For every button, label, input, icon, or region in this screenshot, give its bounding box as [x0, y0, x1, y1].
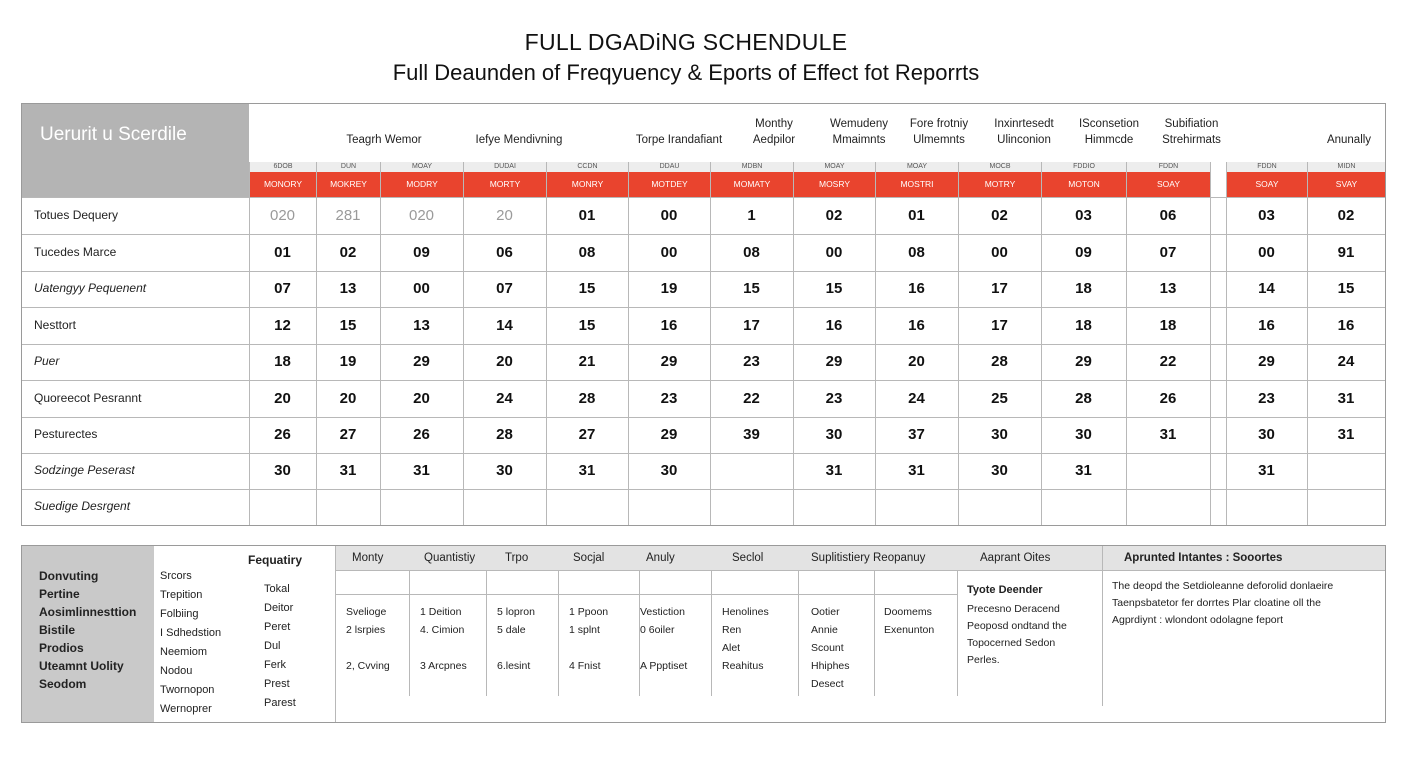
table-cell: 15: [825, 280, 843, 297]
table-cell: 07: [496, 280, 513, 297]
table-cell: 01: [578, 206, 596, 224]
table-cell: 31: [413, 462, 430, 479]
table-cell: 19: [660, 280, 678, 297]
schedule-column-labels: [249, 104, 1386, 162]
table-cell: 29: [825, 353, 843, 370]
table-cell: 01: [274, 243, 291, 261]
reference-cell: Vestiction 0 6oiler A Ppptiset: [640, 606, 688, 672]
table-cell: 17: [991, 316, 1008, 334]
table-cell: 26: [1159, 389, 1177, 407]
row-divider: [22, 307, 1385, 308]
table-cell: 02: [825, 206, 843, 224]
table-cell: 15: [1337, 280, 1355, 297]
reference-header: Anuly: [646, 552, 675, 564]
row-label: Sodzinge Peserast: [34, 463, 135, 477]
row-label: Totues Dequery: [34, 207, 119, 222]
reference-divider: [798, 571, 799, 696]
reference-header: Trpo: [505, 552, 529, 564]
table-cell: 39: [743, 426, 760, 443]
table-cell: 23: [743, 353, 760, 370]
reference-item: Neemiom: [160, 646, 208, 658]
table-cell: 17: [991, 280, 1008, 297]
table-cell: 00: [660, 243, 678, 261]
column-label: Iefye Mendivning: [475, 134, 563, 146]
table-cell: 31: [578, 462, 596, 479]
table-cell: 31: [908, 462, 925, 479]
reference-header: Quantistiy: [424, 552, 476, 564]
reference-header: Suplitistiery Reopanuy: [811, 552, 926, 564]
reference-header: Monty: [352, 552, 384, 564]
column-label: Monthy Aedpilor: [752, 118, 796, 146]
reference-item: Wernoprer: [160, 703, 212, 715]
table-cell: 020: [408, 206, 435, 224]
row-divider: [22, 417, 1385, 418]
table-cell: 18: [1075, 280, 1092, 297]
column-label: Torpe Irandafiant: [635, 134, 723, 146]
table-cell: 29: [1075, 353, 1092, 370]
table-cell: 16: [660, 316, 678, 334]
notes-text: The deopd the Setdioleanne deforolid donlaeire Taenpsbatetor fer dorrtes Plar cloatine oll the Agprdiynt : wlondont odolagne feport: [1112, 580, 1334, 626]
table-cell: 30: [660, 462, 678, 479]
table-cell: 18: [1075, 316, 1092, 334]
page-title: FULL DGADiNG SCHENDULE: [524, 29, 848, 55]
table-cell: 30: [496, 462, 513, 479]
table-cell: 16: [908, 280, 925, 297]
column-divider: [1210, 162, 1211, 525]
table-cell: 28: [1075, 389, 1092, 407]
table-cell: 08: [908, 243, 925, 261]
reference-divider: [711, 571, 712, 696]
table-cell: 29: [413, 353, 430, 370]
table-cell: 24: [908, 389, 925, 407]
period-band-cell: MOSTRI: [876, 172, 958, 197]
table-cell: 20: [413, 389, 430, 407]
table-cell: 30: [991, 462, 1008, 479]
table-cell: 16: [1337, 316, 1355, 334]
table-cell: 07: [1159, 243, 1177, 261]
column-code: 6DOB: [250, 162, 316, 172]
table-cell: 02: [339, 243, 357, 261]
row-label: Nesttort: [34, 317, 77, 332]
row-divider: [22, 271, 1385, 272]
period-band-cell: MOTDEY: [629, 172, 710, 197]
table-cell: 13: [1159, 280, 1177, 297]
table-cell: 08: [578, 243, 596, 261]
table-cell: 12: [274, 316, 291, 334]
frequency-item: Deitor: [264, 602, 294, 614]
table-cell: 23: [1258, 389, 1275, 407]
table-cell: 20: [496, 353, 513, 370]
table-cell: 16: [1258, 316, 1275, 334]
page-subtitle: Full Deaunden of Freqyuency & Eports of Effect fot Reporrts: [392, 60, 980, 85]
table-cell: 15: [339, 316, 357, 334]
reference-cell: Svelioge 2 lsrpies 2, Cvving: [346, 606, 390, 672]
table-cell: 30: [1075, 426, 1092, 443]
table-cell: 31: [1337, 426, 1355, 443]
reference-header: Aprunted Intantes : Sooortes: [1124, 552, 1283, 564]
table-cell: 22: [743, 389, 760, 407]
period-band-cell: MORTY: [464, 172, 546, 197]
table-cell: 14: [496, 316, 513, 334]
table-cell: 28: [496, 426, 513, 443]
table-cell: 31: [1258, 462, 1275, 479]
table-cell: 18: [274, 353, 291, 370]
table-cell: 27: [339, 426, 357, 443]
table-cell: 30: [825, 426, 843, 443]
row-divider: [22, 234, 1385, 235]
table-cell: 23: [825, 389, 843, 407]
frequency-item: Parest: [264, 697, 296, 709]
period-band-cell: SOAY: [1127, 172, 1210, 197]
table-cell: 07: [274, 280, 291, 297]
table-cell: 20: [908, 353, 925, 370]
column-code: FDDN: [1127, 162, 1210, 172]
column-code: DUDAI: [464, 162, 546, 172]
row-label: Uatengyy Pequenent: [34, 281, 147, 295]
table-cell: 06: [1159, 206, 1177, 224]
table-cell: 020: [269, 206, 296, 224]
table-cell: 22: [1159, 353, 1177, 370]
table-cell: 02: [1337, 206, 1355, 224]
table-cell: 19: [339, 353, 357, 370]
column-code: CCDN: [547, 162, 628, 172]
reference-table: [21, 545, 1386, 723]
reference-header: Aaprant Oites: [980, 552, 1051, 564]
table-cell: 29: [1258, 353, 1275, 370]
table-cell: 31: [339, 462, 357, 479]
reference-cell: 1 Ppoon 1 splnt 4 Fnist: [569, 606, 609, 672]
side-label: Seodom: [39, 677, 87, 691]
table-cell: 03: [1075, 206, 1092, 224]
table-cell: 29: [660, 353, 678, 370]
table-cell: 28: [991, 353, 1008, 370]
reference-item: Twornopon: [160, 684, 215, 696]
reference-cell: 5 lopron 5 dale 6.lesint: [497, 606, 535, 672]
reference-item: Folbiing: [160, 608, 199, 620]
reference-cell: Ootier Annie Scount Hhiphes Desect: [811, 606, 850, 690]
frequency-item: Tokal: [264, 583, 290, 595]
table-cell: 30: [991, 426, 1008, 443]
period-band-cell: MODRY: [381, 172, 463, 197]
table-cell: 23: [660, 389, 678, 407]
reference-divider: [874, 571, 875, 696]
column-label: Inxinrtesedt Ulinconion: [994, 118, 1054, 146]
table-cell: 00: [660, 206, 678, 224]
column-label: Fore frotniy Ulmemnts: [909, 118, 969, 146]
oites-text: Precesno Deracend Peoposd ondtand the Topocerned Sedon Perles.: [967, 603, 1067, 666]
side-label: Donvuting: [39, 569, 99, 583]
table-cell: 01: [908, 206, 925, 224]
table-cell: 31: [1337, 389, 1355, 407]
table-cell: 00: [991, 243, 1008, 261]
reference-cell: Doomems Exenunton: [884, 606, 935, 636]
table-cell: 21: [578, 353, 596, 370]
reference-divider: [335, 546, 336, 722]
table-cell: 37: [908, 426, 925, 443]
reference-item: I Sdhedstion: [160, 627, 222, 639]
side-label: Aosimlinnesttion: [39, 605, 137, 619]
row-label: Suedige Desrgent: [34, 499, 131, 513]
table-cell: 13: [413, 316, 430, 334]
reference-header: Socjal: [573, 552, 605, 564]
reference-divider: [558, 571, 559, 696]
column-label: Teagrh Wemor: [346, 134, 422, 146]
table-cell: 15: [578, 316, 596, 334]
period-band-cell: MONRY: [547, 172, 628, 197]
table-cell: 17: [743, 316, 760, 334]
table-cell: 29: [660, 426, 678, 443]
column-code: MOAY: [381, 162, 463, 172]
reference-divider: [409, 571, 410, 696]
column-code: MOAY: [876, 162, 958, 172]
reference-divider: [486, 571, 487, 696]
reference-header: Seclol: [732, 552, 764, 564]
column-label: ISconsetion Himmcde: [1078, 118, 1140, 146]
table-cell: 24: [496, 389, 513, 407]
column-code: MIDN: [1308, 162, 1385, 172]
side-label: Pertine: [39, 587, 80, 601]
reference-cell: 1 Deition 4. Cimion 3 Arcpnes: [420, 606, 467, 672]
side-label: Bistile: [39, 623, 76, 637]
table-cell: 13: [339, 280, 357, 297]
table-cell: 25: [991, 389, 1008, 407]
table-cell: 08: [743, 243, 760, 261]
table-cell: 28: [578, 389, 596, 407]
frequency-item: Prest: [264, 678, 290, 690]
table-cell: 26: [413, 426, 430, 443]
column-label: Anunally: [1326, 134, 1372, 146]
table-cell: 26: [274, 426, 291, 443]
table-cell: 15: [743, 280, 760, 297]
table-cell: 00: [1258, 243, 1275, 261]
table-cell: 15: [578, 280, 596, 297]
column-code: FDDN: [1227, 162, 1307, 172]
column-code: MOCB: [959, 162, 1041, 172]
table-cell: 09: [1075, 243, 1092, 261]
schedule-table: [21, 103, 1386, 526]
table-cell: 03: [1258, 206, 1275, 224]
table-cell: 91: [1337, 243, 1355, 261]
period-band-cell: MOSRY: [794, 172, 875, 197]
column-code: MDBN: [711, 162, 793, 172]
period-band-cell: MOTRY: [959, 172, 1041, 197]
reference-side-panel: [22, 546, 154, 722]
reference-divider: [1102, 546, 1103, 706]
row-label: Quoreecot Pesrannt: [34, 390, 142, 405]
table-cell: 24: [1337, 353, 1355, 370]
table-cell: 20: [274, 389, 291, 407]
row-divider: [22, 197, 1385, 198]
table-cell: 281: [335, 206, 361, 224]
column-label: Wemudeny Mmaimnts: [830, 118, 888, 146]
period-band-cell: SOAY: [1227, 172, 1307, 197]
row-divider: [22, 344, 1385, 345]
side-label: Prodios: [39, 641, 84, 655]
schedule-panel-title: Uerurit u Scerdile: [22, 104, 249, 197]
reference-item: Nodou: [160, 665, 193, 677]
column-code: FDDIO: [1042, 162, 1126, 172]
table-cell: 18: [1159, 316, 1177, 334]
table-cell: 14: [1258, 280, 1275, 297]
side-label: Uteamnt Uolity: [39, 659, 124, 673]
column-label: Subifiation Strehirmats: [1162, 118, 1221, 146]
row-label: Puer: [34, 354, 60, 368]
frequency-header: Fequatiry: [248, 553, 303, 567]
row-label: Tucedes Marce: [34, 244, 117, 259]
frequency-item: Ferk: [264, 659, 286, 671]
frequency-item: Dul: [264, 640, 281, 652]
table-cell: 27: [578, 426, 596, 443]
column-code: DUN: [317, 162, 380, 172]
table-cell: 30: [274, 462, 291, 479]
table-cell: 16: [825, 316, 843, 334]
reference-item: Trepition: [160, 589, 203, 601]
period-band-cell: MOTON: [1042, 172, 1126, 197]
page-header: [0, 28, 1372, 88]
period-band-cell: SVAY: [1308, 172, 1385, 197]
table-cell: 31: [825, 462, 843, 479]
table-cell: 00: [413, 280, 430, 297]
frequency-item: Peret: [264, 621, 291, 633]
table-cell: 30: [1258, 426, 1275, 443]
row-label: Pesturectes: [34, 427, 98, 441]
table-cell: 1: [747, 206, 756, 224]
table-cell: 20: [339, 389, 357, 407]
column-code: DDAU: [629, 162, 710, 172]
table-cell: 06: [496, 243, 513, 261]
row-divider: [22, 380, 1385, 381]
table-cell: 02: [991, 206, 1008, 224]
period-band-cell: MONORY: [250, 172, 316, 197]
reference-divider: [335, 594, 957, 595]
table-cell: 31: [1159, 426, 1177, 443]
table-cell: 09: [413, 243, 430, 261]
reference-item: Srcors: [160, 570, 192, 582]
row-divider: [22, 453, 1385, 454]
column-code: MOAY: [794, 162, 875, 172]
table-cell: 31: [1075, 462, 1092, 479]
table-cell: 00: [825, 243, 843, 261]
reference-cell: Henolines Ren Alet Reahitus: [722, 606, 769, 672]
row-divider: [22, 489, 1385, 490]
table-cell: 20: [496, 206, 513, 224]
table-cell: 16: [908, 316, 925, 334]
period-band-cell: MOKREY: [317, 172, 380, 197]
reference-divider: [957, 571, 958, 696]
period-band-cell: MOMATY: [711, 172, 793, 197]
oites-title: Tyote Deender: [967, 584, 1043, 596]
